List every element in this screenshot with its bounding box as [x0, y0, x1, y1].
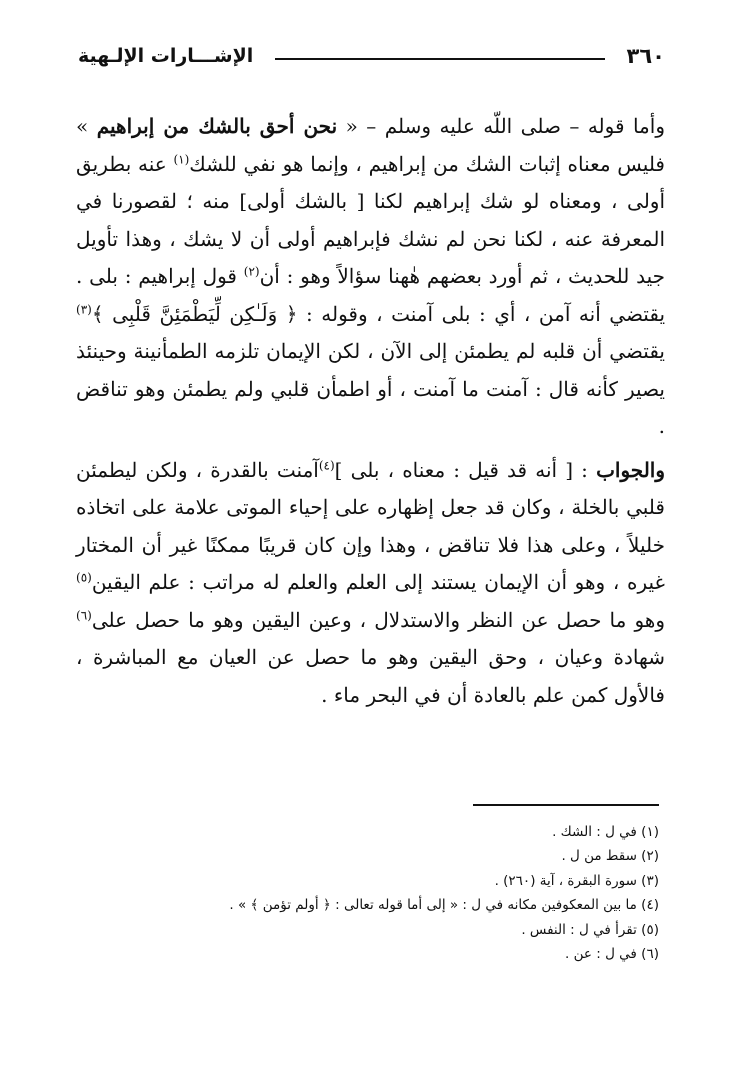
quran-verse: ﴿ وَلَـٰكِن لِّيَطْمَئِنَّ قَلْبِى ﴾: [91, 301, 298, 326]
footnote-ref-3[interactable]: (٣): [76, 301, 92, 316]
paragraph-1: [76, 108, 665, 446]
footnote: (٤) ما بين المعكوفين مكانه في ل : « إلى أما قوله تعالى : ﴿ أولم تؤمن ﴾ » .: [229, 897, 659, 914]
page-header: [78, 38, 665, 74]
answer-lead: والجواب: [596, 457, 665, 482]
footnote-ref-1[interactable]: (١): [173, 151, 190, 166]
footnote-ref-6[interactable]: (٦): [76, 607, 92, 622]
p1-text-3: عنه بطريق أولى ، ومعناه لو شك إبراهيم لكنا [ بالشك أولى] منه ؛ لقصورنا في المعرفة عنه ، لكنا نحن لم نشك فإبراهيم أولى أن لا يشك ، وهذا تأويل جيد للحديث ، ثم أورد بعضهم هٰهنا سؤالاً وهو : أن: [76, 151, 666, 288]
footnote-ref-5[interactable]: (٥): [76, 570, 92, 585]
p2-text-4: شهادة وعيان ، وحق اليقين وهو ما حصل عن العيان مع المباشرة ، فالأول كمن علم بالعادة أن في البحر ماء .: [76, 645, 665, 707]
footnote: (٢) سقط من ل .: [561, 848, 659, 865]
footnote-separator: [473, 804, 659, 806]
p2-text-2: آمنت بالقدرة ، ولكن ليطمئن قلبي بالخلة ، وكان قد جعل إظهاره على إحياء الموتى علامة على اتخاذه خليلاً ، وعلى هذا فلا تناقض ، وهذا وإن كان قريبًا ممكنًا غير أن المختار غيره ، وهو أن الإيمان يستند إلى العلم والعلم له مراتب : علم اليقين: [76, 457, 665, 594]
p1-text-2: » فليس معناه إثبات الشك من إبراهيم ، وإنما هو نفي للشك: [76, 114, 665, 176]
p1-text-1: وأما قوله – صلى اللّه عليه وسلم – «: [345, 114, 665, 138]
footnote: (٥) تقرأ في ل : النفس .: [521, 921, 659, 938]
p2-text-3: وهو ما حصل عن النظر والاستدلال ، وعين اليقين وهو ما حصل على: [91, 607, 665, 632]
p2-text-1: : [ أنه قد قيل : معناه ، بلى ]: [334, 457, 588, 482]
footnote-ref-4[interactable]: (٤): [318, 457, 335, 472]
p1-text-5: يقتضي أن قلبه لم يطمئن إلى الآن ، لكن الإيمان تلزمه الطمأنينة وحينئذ يصير كأنه قال : آمنت ما آمنت ، أو اطمأن قلبي ولم يطمئن وهو تناقض .: [76, 339, 665, 438]
p1-text-4: قول إبراهيم : بلى . يقتضي أنه آمن ، أي : بلى آمنت ، وقوله :: [76, 264, 666, 326]
footnote: (١) في ل : الشك .: [552, 824, 659, 840]
hadith-quote: نحن أحق بالشك من إبراهيم: [96, 114, 338, 138]
footnote-ref-2[interactable]: (٢): [243, 264, 260, 279]
book-title: الإشـــارات الإلـهية: [78, 45, 254, 67]
header-rule: [275, 58, 604, 60]
page-number: ٣٦٠: [626, 44, 665, 68]
paragraph-2: [76, 452, 665, 715]
footnote: (٦) في ل : عن .: [565, 946, 659, 963]
main-text: [76, 108, 665, 714]
footnote: (٣) سورة البقرة ، آية (٢٦٠) .: [494, 872, 659, 889]
footnotes: [80, 820, 659, 966]
